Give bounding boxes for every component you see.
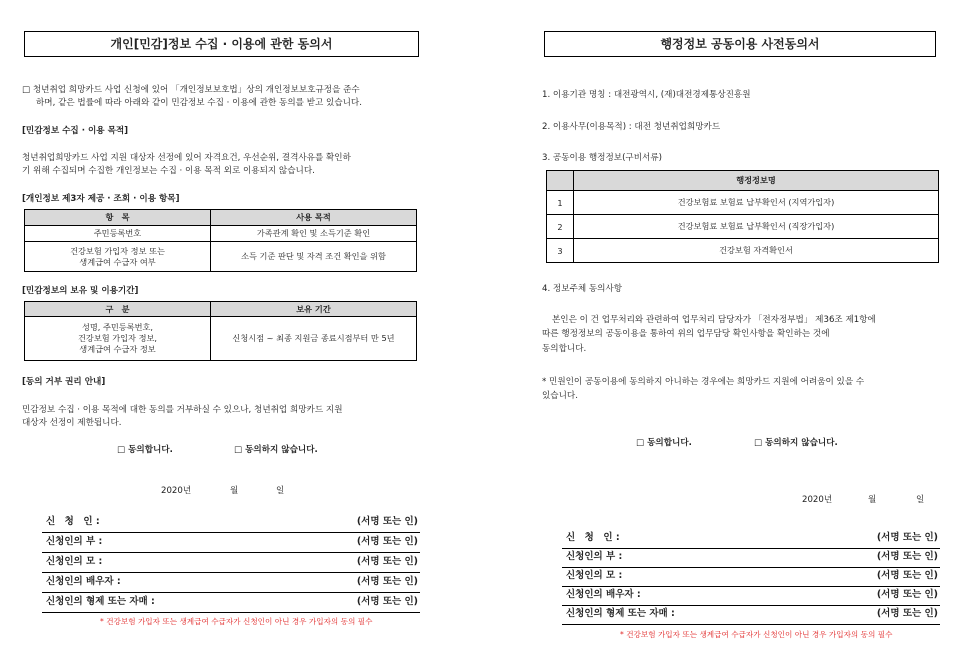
right-agree-checkbox[interactable]: □ 동의합니다.	[636, 438, 692, 448]
right-signature-row-sibling[interactable]	[562, 604, 940, 625]
right-warning-line1: * 민원인이 공동이용에 동의하지 아니하는 경우에는 희망카드 지원에 어려움이 있을 수	[542, 377, 865, 387]
right-admin-info-table	[546, 170, 939, 263]
right-para-line3: 동의합니다.	[542, 344, 587, 354]
right-disagree-checkbox[interactable]: □ 동의하지 않습니다.	[754, 438, 838, 448]
table-cell-number: 3	[547, 239, 574, 263]
left-section-refusal-heading: [동의 거부 권리 안내]	[22, 377, 106, 387]
table-cell: 신청시점 ~ 최종 지원금 종료시점부터 만 5년	[211, 317, 417, 361]
left-title: 개인[민감]정보 수집 · 이용에 관한 동의서	[24, 31, 419, 57]
left-date-month: 월	[230, 486, 239, 496]
left-refusal-line2: 대상자 선정이 제한됩니다.	[22, 418, 122, 428]
signature-placeholder: (서명 또는 인)	[356, 576, 418, 587]
signature-placeholder: (서명 또는 인)	[876, 608, 938, 619]
signature-placeholder: (서명 또는 인)	[876, 570, 938, 581]
table-header-number	[547, 171, 574, 191]
left-section-purpose-heading: [민감정보 수집 · 이용 목적]	[22, 126, 129, 136]
table-header: 구 분	[25, 302, 211, 317]
right-warning-line2: 있습니다.	[542, 391, 578, 401]
table-cell: 건강보험 자격확인서	[574, 239, 939, 263]
table-cell	[25, 242, 211, 272]
left-intro-line1: □ 청년취업 희망카드 사업 신청에 있어 「개인정보보호법」상의 개인정보보호규정을 준수	[22, 85, 360, 95]
right-footnote: * 건강보험 가입자 또는 생계급여 수급자가 신청인이 아닌 경우 가입자의 동의 필수	[620, 630, 893, 639]
table-cell-line: 건강보험 가입자 정보 또는	[70, 245, 165, 256]
table-header: 사용 목적	[211, 210, 417, 226]
left-date-year: 2020년	[161, 486, 192, 496]
right-signature-row-spouse[interactable]	[562, 585, 940, 606]
left-signature-row-mother[interactable]	[42, 552, 420, 573]
left-signature-row-spouse[interactable]	[42, 572, 420, 593]
signature-label: 신청인의 형제 또는 자매 :	[566, 608, 675, 619]
table-cell: 주민등록번호	[25, 226, 211, 242]
signature-placeholder: (서명 또는 인)	[356, 516, 418, 527]
signature-label: 신청인의 배우자 :	[46, 576, 121, 587]
signature-label: 신청인의 배우자 :	[566, 589, 641, 600]
right-para-line2: 따른 행정정보의 공동이용을 통하여 위의 업무담당 확인사항을 확인하는 것에	[542, 329, 830, 339]
signature-placeholder: (서명 또는 인)	[356, 556, 418, 567]
left-agree-checkbox[interactable]: □ 동의합니다.	[117, 445, 173, 455]
table-cell-line: 건강보험 가입자 정보,	[78, 333, 157, 343]
right-date-year: 2020년	[802, 495, 833, 505]
table-row	[547, 215, 939, 239]
signature-label: 신청인의 형제 또는 자매 :	[46, 596, 155, 607]
left-intro-line2: 하며, 같은 법률에 따라 아래와 같이 민감정보 수집 · 이용에 관한 동의를 받고 있습니다.	[36, 98, 362, 108]
signature-placeholder: (서명 또는 인)	[876, 589, 938, 600]
signature-label: 신 청 인 :	[46, 516, 100, 527]
table-cell-line: 생계급여 수급자 여부	[79, 256, 156, 267]
signature-label: 신청인의 모 :	[46, 556, 103, 567]
right-signature-row-father[interactable]	[562, 547, 940, 568]
right-date-month: 월	[868, 495, 877, 505]
signature-placeholder: (서명 또는 인)	[356, 596, 418, 607]
right-date-day: 일	[916, 495, 925, 505]
left-signature-row-father[interactable]	[42, 532, 420, 553]
left-disagree-checkbox[interactable]: □ 동의하지 않습니다.	[234, 445, 318, 455]
right-signature-row-mother[interactable]	[562, 566, 940, 587]
signature-placeholder: (서명 또는 인)	[876, 551, 938, 562]
left-date-day: 일	[276, 486, 285, 496]
right-title: 행정정보 공동이용 사전동의서	[544, 31, 936, 57]
left-footnote: * 건강보험 가입자 또는 생계급여 수급자가 신청인이 아닌 경우 가입자의 동의 필수	[100, 617, 373, 626]
table-header: 보유 기간	[211, 302, 417, 317]
right-item1: 1. 이용기관 명칭 : 대전광역시, (재)대전경제통상진흥원	[542, 90, 751, 100]
left-signature-row-sibling[interactable]	[42, 592, 420, 613]
left-signature-row-applicant[interactable]	[42, 512, 420, 533]
table-cell-number: 1	[547, 191, 574, 215]
signature-label: 신청인의 부 :	[46, 536, 103, 547]
right-para-line1: 본인은 이 건 업무처리와 관련하여 업무처리 담당자가 「전자정부법」 제36조 제1항에	[552, 315, 876, 325]
table-header: 항 목	[25, 210, 211, 226]
signature-placeholder: (서명 또는 인)	[876, 532, 938, 543]
signature-label: 신청인의 모 :	[566, 570, 623, 581]
signature-placeholder: (서명 또는 인)	[356, 536, 418, 547]
left-section-retention-heading: [민감정보의 보유 및 이용기간]	[22, 286, 139, 296]
left-retention-table	[24, 301, 417, 361]
left-refusal-line1: 민감정보 수집 · 이용 목적에 대한 동의를 거부하실 수 있으나, 청년취업 희망카드 지원	[22, 405, 343, 415]
left-items-table	[24, 209, 417, 272]
left-purpose-line1: 청년취업희망카드 사업 지원 대상자 선정에 있어 자격요건, 우선순위, 결격사유를 확인하	[22, 153, 351, 163]
table-row	[547, 191, 939, 215]
table-cell-line: 성명, 주민등록번호,	[81, 322, 154, 332]
table-cell: 가족관계 확인 및 소득기준 확인	[211, 226, 417, 242]
right-item2: 2. 이용사무(이용목적) : 대전 청년취업희망카드	[542, 122, 721, 132]
right-signature-row-applicant[interactable]	[562, 528, 940, 549]
table-cell	[25, 317, 211, 361]
table-cell-line: 생계급여 수급자 정보	[79, 344, 156, 354]
left-purpose-line2: 기 위해 수집되며 수집한 개인정보는 수집 · 이용 목적 외로 이용되지 않습니다.	[22, 166, 315, 176]
table-cell-number: 2	[547, 215, 574, 239]
signature-label: 신청인의 부 :	[566, 551, 623, 562]
table-header: 행정정보명	[574, 171, 939, 191]
left-section-items-heading: [개인정보 제3자 제공 · 조회 · 이용 항목]	[22, 194, 180, 204]
table-cell: 건강보험료 보험료 납부확인서 (지역가입자)	[574, 191, 939, 215]
right-item4: 4. 정보주체 동의사항	[542, 284, 623, 294]
signature-label: 신 청 인 :	[566, 532, 620, 543]
table-row	[547, 239, 939, 263]
table-cell: 건강보험료 보험료 납부확인서 (직장가입자)	[574, 215, 939, 239]
table-cell: 소득 기준 판단 및 자격 조건 확인을 위함	[211, 242, 417, 272]
right-item3: 3. 공동이용 행정정보(구비서류)	[542, 153, 662, 163]
